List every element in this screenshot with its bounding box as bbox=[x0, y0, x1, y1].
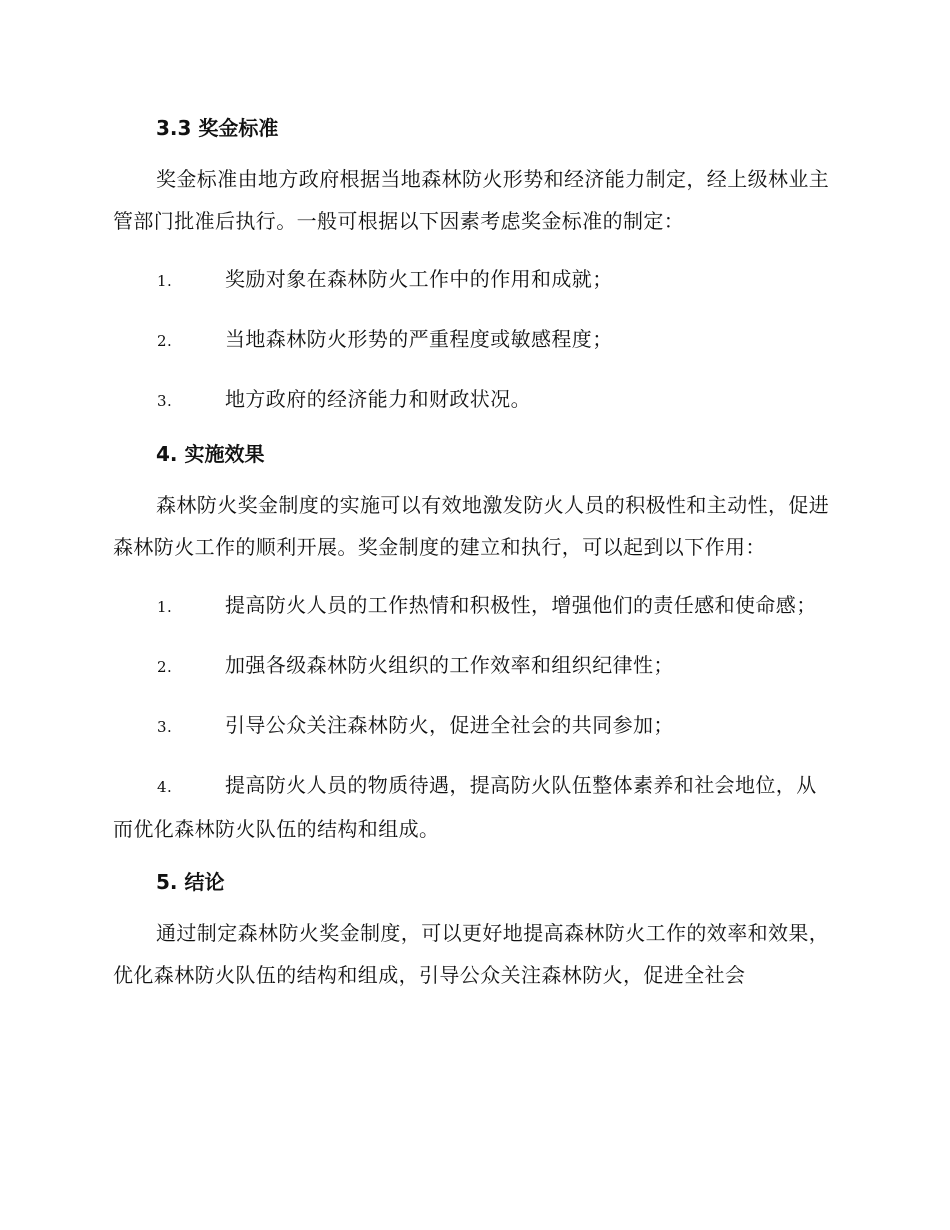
list-item-text: 加强各级森林防火组织的工作效率和组织纪律性； bbox=[225, 653, 674, 677]
list-item-text: 提高防火人员的物质待遇，提高防火队伍整体素养和社会地位，从而优化森林防火队伍的结构和组成。 bbox=[113, 773, 817, 841]
list-item-text: 引导公众关注森林防火，促进全社会的共同参加； bbox=[225, 713, 674, 737]
list-item bbox=[113, 644, 833, 688]
list-number: 1. bbox=[157, 598, 173, 616]
list-number: 2. bbox=[157, 332, 173, 350]
list-item bbox=[113, 318, 833, 362]
paragraph-implementation-effect: 森林防火奖金制度的实施可以有效地激发防火人员的积极性和主动性，促进森林防火工作的顺利开展。奖金制度的建立和执行，可以起到以下作用： bbox=[113, 493, 830, 559]
list-item-text: 地方政府的经济能力和财政状况。 bbox=[225, 387, 531, 411]
list-item bbox=[113, 378, 833, 422]
section-heading-implementation-effect: 4. 实施效果 bbox=[156, 442, 265, 466]
list-number: 2. bbox=[157, 658, 173, 676]
list-item-text: 奖励对象在森林防火工作中的作用和成就； bbox=[225, 267, 613, 291]
document-content bbox=[113, 112, 833, 996]
list-number: 1. bbox=[157, 272, 173, 290]
list-item bbox=[113, 704, 833, 748]
list-number: 4. bbox=[157, 778, 173, 796]
list-item bbox=[113, 584, 833, 628]
paragraph-conclusion: 通过制定森林防火奖金制度，可以更好地提高森林防火工作的效率和效果，优化森林防火队伍的结构和组成，引导公众关注森林防火，促进全社会 bbox=[113, 921, 830, 987]
section-heading-conclusion: 5. 结论 bbox=[156, 870, 225, 894]
list-number: 3. bbox=[157, 392, 173, 410]
list-number: 3. bbox=[157, 718, 173, 736]
list-item bbox=[113, 764, 833, 850]
list-item-text: 当地森林防火形势的严重程度或敏感程度； bbox=[225, 327, 613, 351]
list-item bbox=[113, 258, 833, 302]
list-item-text: 提高防火人员的工作热情和积极性，增强他们的责任感和使命感； bbox=[225, 593, 817, 617]
section-heading-bonus-standard: 3.3 奖金标准 bbox=[156, 116, 279, 140]
paragraph-bonus-standard: 奖金标准由地方政府根据当地森林防火形势和经济能力制定，经上级林业主管部门批准后执行。一般可根据以下因素考虑奖金标准的制定： bbox=[113, 167, 830, 233]
